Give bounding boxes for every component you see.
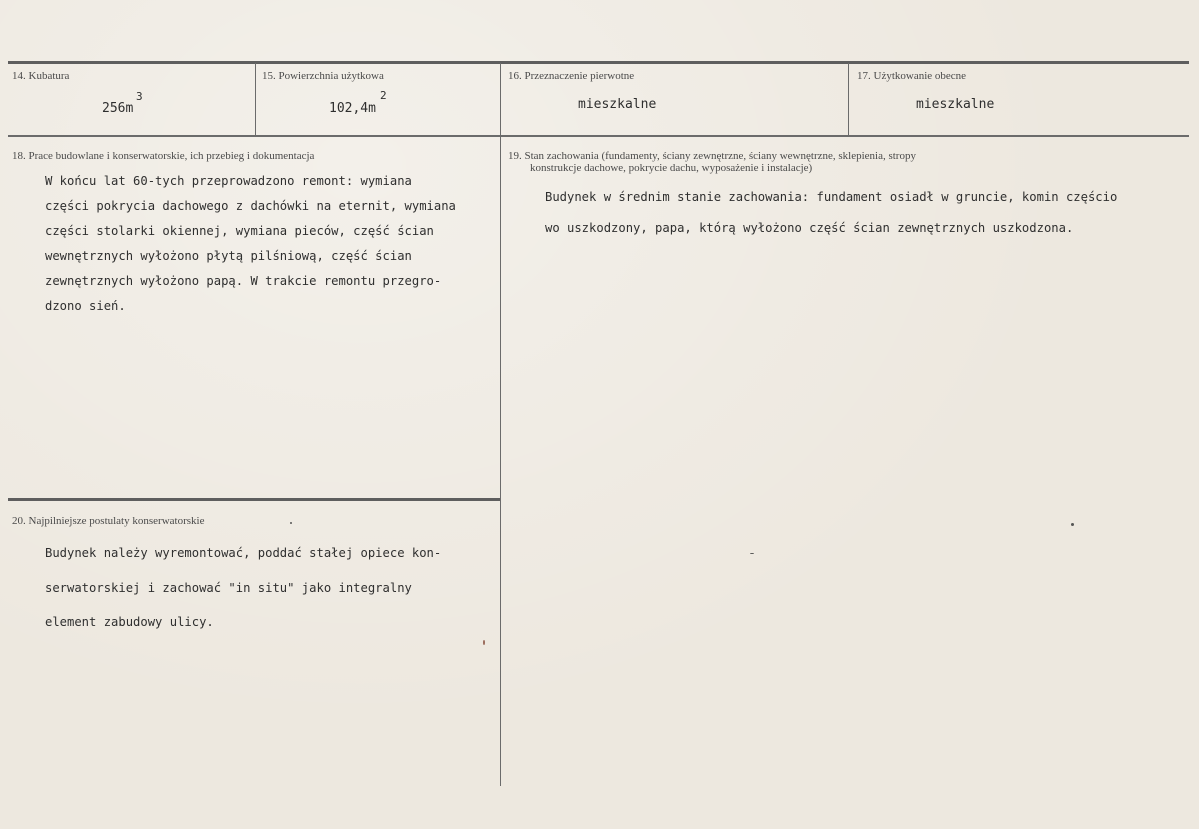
field-15-label: 15. Powierzchnia użytkowa	[262, 70, 384, 82]
field-18-line: części pokrycia dachowego z dachówki na eternit, wymiana	[45, 199, 456, 213]
scan-speck	[483, 640, 485, 645]
field-20-line: serwatorskiej i zachować "in situ" jako integralny	[45, 581, 412, 595]
scan-speck	[290, 522, 292, 524]
field-16-label: 16. Przeznaczenie pierwotne	[508, 70, 635, 82]
field-18-line: zewnętrznych wyłożono papą. W trakcie remontu przegro-	[45, 274, 442, 288]
row1-divider-3	[848, 63, 849, 136]
field-14-superscript: 3	[136, 90, 143, 103]
field-14-label: 14. Kubatura	[12, 70, 70, 82]
field-16-value: mieszkalne	[578, 97, 657, 112]
field-15-superscript: 2	[380, 89, 387, 102]
row1-bottom-rule	[8, 135, 1189, 137]
field-19-line: wo uszkodzony, papa, którą wyłożono część ścian zewnętrznych uszkodzona.	[545, 221, 1074, 235]
field-20-line: element zabudowy ulicy.	[45, 615, 214, 629]
field-19-label-continued: konstrukcje dachowe, pokrycie dachu, wyposażenie i instalacje)	[530, 162, 813, 174]
top-rule	[8, 61, 1189, 64]
field-19-label: 19. Stan zachowania (fundamenty, ściany zewnętrzne, ściany wewnętrzne, sklepienia, stropy	[508, 150, 916, 162]
field-17-label: 17. Użytkowanie obecne	[857, 70, 967, 82]
field-15-value: 102,4m	[329, 101, 376, 116]
field-18-label: 18. Prace budowlane i konserwatorskie, ich przebieg i dokumentacja	[12, 150, 315, 162]
field-17-value: mieszkalne	[916, 97, 995, 112]
main-column-divider	[500, 136, 501, 786]
f18-bottom-rule	[8, 498, 500, 501]
field-18-line: wewnętrznych wyłożono płytą pilśniową, część ścian	[45, 249, 412, 263]
field-18-line: dzono sień.	[45, 299, 126, 313]
scan-speck	[750, 553, 754, 554]
field-14-value: 256m	[102, 101, 134, 116]
row1-divider-2	[500, 63, 501, 136]
scan-speck	[1071, 523, 1074, 526]
field-20-label: 20. Najpilniejsze postulaty konserwatorskie	[12, 515, 205, 527]
field-18-line: W końcu lat 60-tych przeprowadzono remont: wymiana	[45, 174, 412, 188]
field-20-line: Budynek należy wyremontować, poddać stałej opiece kon-	[45, 546, 442, 560]
row1-divider-1	[255, 63, 256, 136]
field-18-line: części stolarki okiennej, wymiana pieców, część ścian	[45, 224, 434, 238]
field-19-line: Budynek w średnim stanie zachowania: fundament osiadł w gruncie, komin częścio	[545, 190, 1118, 204]
